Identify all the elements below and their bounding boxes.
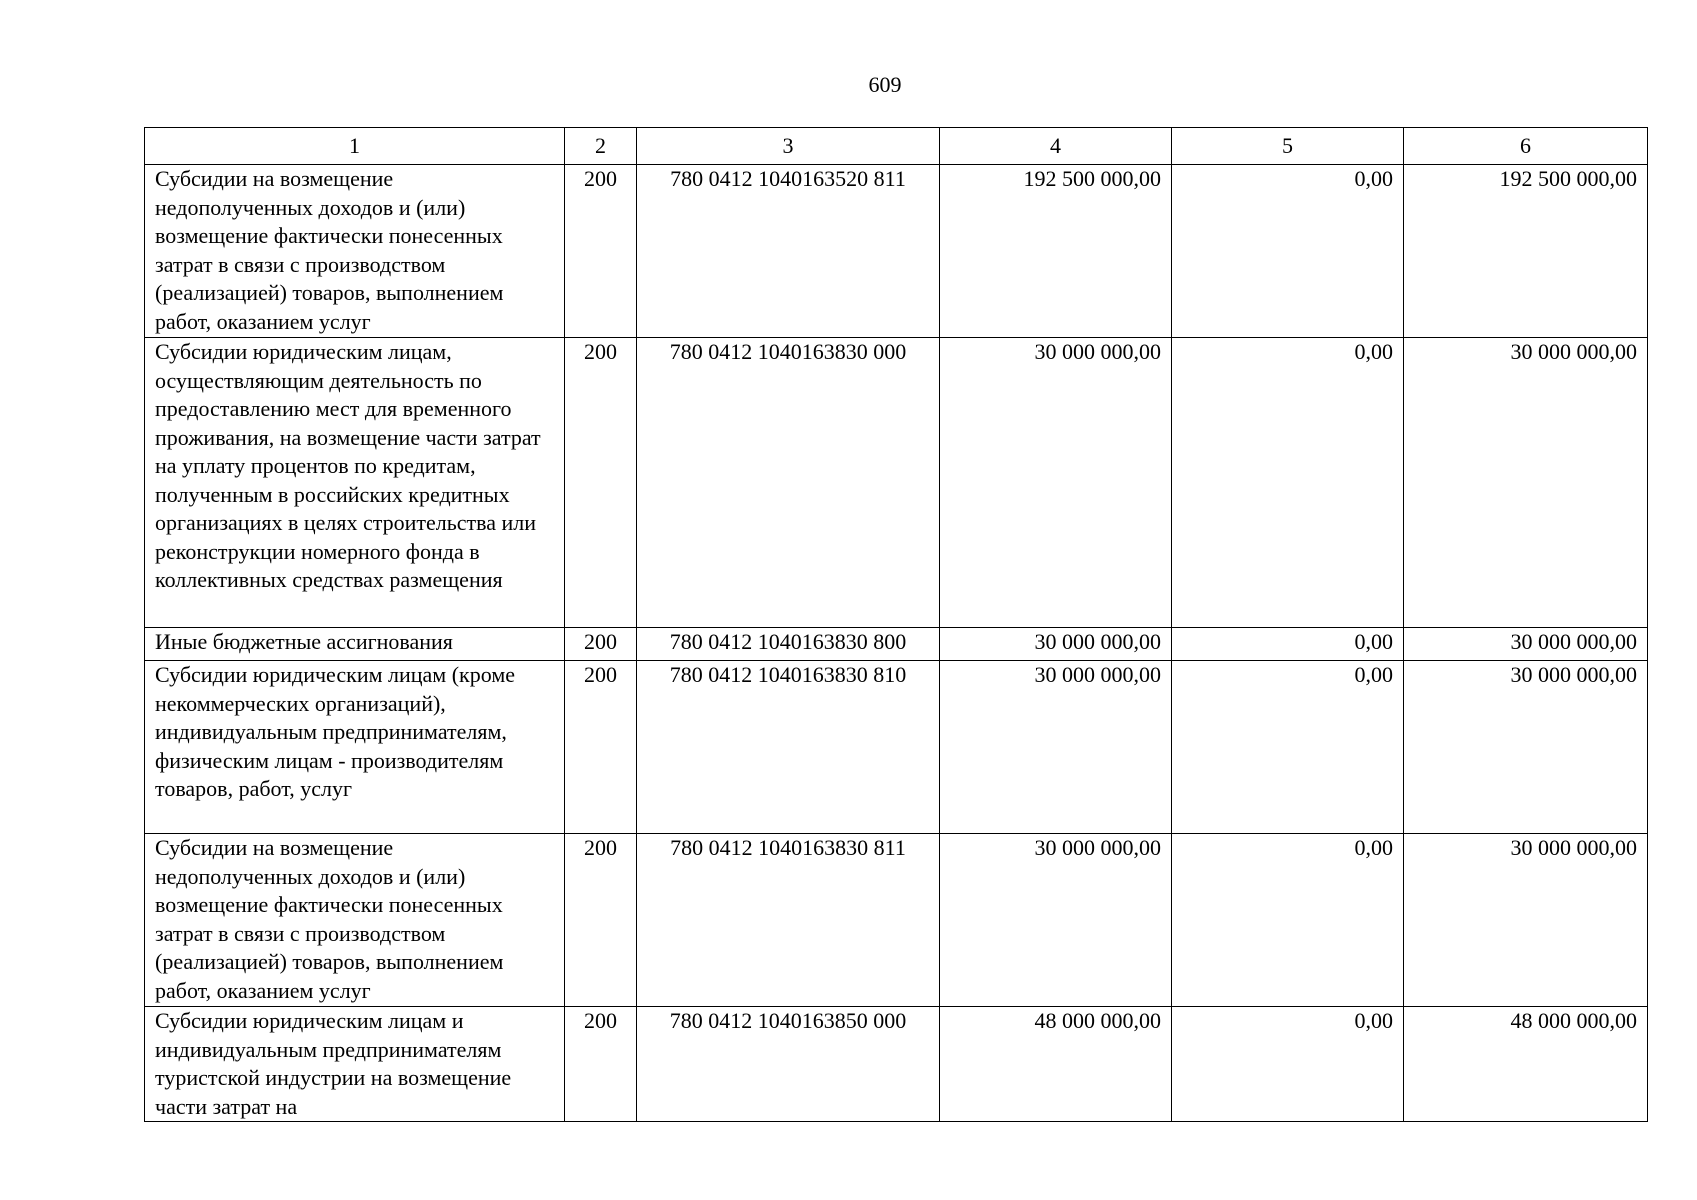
row-amount-cell: 192 500 000,00 bbox=[940, 165, 1172, 338]
row-level-cell: 200 bbox=[565, 338, 637, 628]
table-row bbox=[145, 338, 1648, 628]
table-row bbox=[145, 628, 1648, 661]
column-header: 4 bbox=[940, 128, 1172, 165]
row-level-cell: 200 bbox=[565, 1007, 637, 1122]
row-total-cell: 30 000 000,00 bbox=[1404, 834, 1648, 1007]
table-row bbox=[145, 1007, 1648, 1122]
row-level-cell: 200 bbox=[565, 834, 637, 1007]
column-header: 1 bbox=[145, 128, 565, 165]
row-code-cell: 780 0412 1040163830 000 bbox=[637, 338, 940, 628]
row-change-cell: 0,00 bbox=[1172, 834, 1404, 1007]
table-row bbox=[145, 165, 1648, 338]
row-level-cell: 200 bbox=[565, 628, 637, 661]
row-amount-cell: 48 000 000,00 bbox=[940, 1007, 1172, 1122]
column-header: 3 bbox=[637, 128, 940, 165]
row-name-cell: Субсидии юридическим лицам (кроме некоммерческих организаций), индивидуальным предпринимателям, физическим лицам - производителям товаров, работ, услуг bbox=[145, 661, 565, 834]
row-total-cell: 48 000 000,00 bbox=[1404, 1007, 1648, 1122]
row-name-cell: Субсидии на возмещение недополученных доходов и (или) возмещение фактически понесенных затрат в связи с производством (реализацией) товаров, выполнением работ, оказанием услуг bbox=[145, 165, 565, 338]
row-total-cell: 30 000 000,00 bbox=[1404, 661, 1648, 834]
row-change-cell: 0,00 bbox=[1172, 628, 1404, 661]
row-code-cell: 780 0412 1040163830 811 bbox=[637, 834, 940, 1007]
row-change-cell: 0,00 bbox=[1172, 1007, 1404, 1122]
row-total-cell: 192 500 000,00 bbox=[1404, 165, 1648, 338]
row-total-cell: 30 000 000,00 bbox=[1404, 628, 1648, 661]
row-change-cell: 0,00 bbox=[1172, 661, 1404, 834]
row-amount-cell: 30 000 000,00 bbox=[940, 661, 1172, 834]
row-change-cell: 0,00 bbox=[1172, 165, 1404, 338]
row-total-cell: 30 000 000,00 bbox=[1404, 338, 1648, 628]
column-header: 6 bbox=[1404, 128, 1648, 165]
table-header-row bbox=[145, 128, 1648, 165]
table-row bbox=[145, 834, 1648, 1007]
column-header: 5 bbox=[1172, 128, 1404, 165]
column-header: 2 bbox=[565, 128, 637, 165]
row-code-cell: 780 0412 1040163830 810 bbox=[637, 661, 940, 834]
row-level-cell: 200 bbox=[565, 165, 637, 338]
row-name-cell: Субсидии юридическим лицам, осуществляющим деятельность по предоставлению мест для временного проживания, на возмещение части затрат на уплату процентов по кредитам, полученным в российских кредитных организациях в целях строительства или реконструкции номерного фонда в коллективных средствах размещения bbox=[145, 338, 565, 628]
row-name-cell: Субсидии юридическим лицам и индивидуальным предпринимателям туристской индустрии на возмещение части затрат на bbox=[145, 1007, 565, 1122]
row-code-cell: 780 0412 1040163830 800 bbox=[637, 628, 940, 661]
budget-table bbox=[144, 127, 1648, 1122]
row-change-cell: 0,00 bbox=[1172, 338, 1404, 628]
table-row bbox=[145, 661, 1648, 834]
row-name-cell: Субсидии на возмещение недополученных доходов и (или) возмещение фактически понесенных затрат в связи с производством (реализацией) товаров, выполнением работ, оказанием услуг bbox=[145, 834, 565, 1007]
row-amount-cell: 30 000 000,00 bbox=[940, 628, 1172, 661]
row-name-cell: Иные бюджетные ассигнования bbox=[145, 628, 565, 661]
row-amount-cell: 30 000 000,00 bbox=[940, 834, 1172, 1007]
row-code-cell: 780 0412 1040163850 000 bbox=[637, 1007, 940, 1122]
row-amount-cell: 30 000 000,00 bbox=[940, 338, 1172, 628]
row-code-cell: 780 0412 1040163520 811 bbox=[637, 165, 940, 338]
page-number: 609 bbox=[868, 72, 902, 97]
row-level-cell: 200 bbox=[565, 661, 637, 834]
